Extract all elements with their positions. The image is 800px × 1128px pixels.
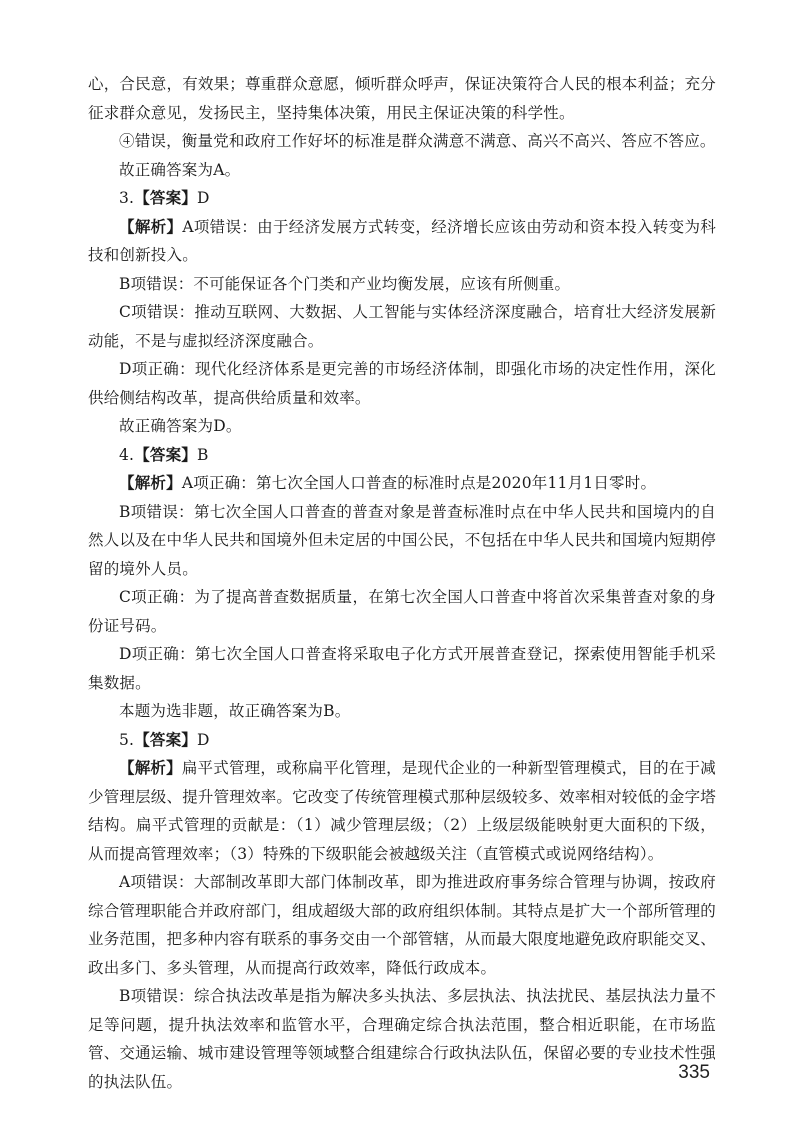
paragraph: ④错误，衡量党和政府工作好坏的标准是群众满意不满意、高兴不高兴、答应不答应。 bbox=[119, 132, 716, 150]
paragraph: 【解析】A项错误：由于经济发展方式转变，经济增长应该由劳动和资本投入转变为科技和创新投入。 bbox=[88, 217, 716, 264]
answer-tag: 【答案】 bbox=[134, 189, 198, 207]
paragraph: D项正确：现代化经济体系是更完善的市场经济体制，即强化市场的决定性作用，深化供给侧结构改革，提高供给质量和效率。 bbox=[88, 360, 716, 407]
answer-tag: 【答案】 bbox=[134, 445, 198, 464]
analysis-tag: 【解析】 bbox=[119, 474, 182, 492]
answer-value: D bbox=[197, 730, 210, 749]
answer-value: B bbox=[197, 445, 209, 464]
page-number: 335 bbox=[678, 1062, 710, 1083]
analysis-tag: 【解析】 bbox=[119, 759, 182, 777]
paragraph: C项正确：为了提高普查数据质量，在第七次全国人口普查中将首次采集普查对象的身份证号码。 bbox=[88, 588, 716, 635]
paragraph: B项错误：不可能保证各个门类和产业均衡发展，应该有所侧重。 bbox=[119, 274, 571, 293]
answer-heading bbox=[88, 441, 716, 470]
paragraph: 故正确答案为A。 bbox=[119, 160, 241, 179]
answer-value: D bbox=[197, 189, 210, 207]
answer-heading bbox=[88, 184, 716, 213]
question-number: 5. bbox=[119, 730, 135, 749]
paragraph: B项错误：综合执法改革是指为解决多头执法、多层执法、执法扰民、基层执法力量不足等问题，提升执法效率和监管水平，合理确定综合执法范围，整合相近职能，在市场监管、交通运输、城市建设管理等领域整合组建综合行政执法队伍，保留必要的专业技术性强的执法队伍。 bbox=[88, 987, 717, 1091]
paragraph: A项错误：大部制改革即大部门体制改革，即为推进政府事务综合管理与协调，按政府综合管理职能合并政府部门，组成超级大部的政府组织体制。其特点是扩大一个部所管理的业务范围，把多种内容有联系的事务交由一个部管辖，从而最大限度地避免政府职能交叉、政出多门、多头管理，从而提高行政效率，降低行政成本。 bbox=[88, 873, 717, 977]
body-text bbox=[88, 70, 716, 1096]
question-number: 3. bbox=[119, 189, 135, 207]
paragraph: 【解析】A项正确：第七次全国人口普查的标准时点是2020年11月1日零时。 bbox=[119, 474, 657, 492]
paragraph: 心，合民意，有效果；尊重群众意愿，倾听群众呼声，保证决策符合人民的根本利益；充分征求群众意见，发扬民主，坚持集体决策，用民主保证决策的科学性。 bbox=[88, 75, 717, 122]
question-number: 4. bbox=[119, 445, 135, 464]
paragraph: D项正确：第七次全国人口普查将采取电子化方式开展普查登记，探索使用智能手机采集数据。 bbox=[88, 645, 716, 692]
paragraph: B项错误：第七次全国人口普查的普查对象是普查标准时点在中华人民共和国境内的自然人以及在中华人民共和国境外但未定居的中国公民，不包括在中华人民共和国境内短期停留的境外人员。 bbox=[88, 502, 717, 578]
paragraph: 本题为选非题，故正确答案为B。 bbox=[119, 702, 351, 720]
paragraph: C项错误：推动互联网、大数据、人工智能与实体经济深度融合，培育壮大经济发展新动能，不是与虚拟经济深度融合。 bbox=[88, 303, 716, 350]
answer-heading bbox=[88, 726, 716, 755]
analysis-tag: 【解析】 bbox=[119, 217, 183, 236]
paragraph: 【解析】扁平式管理，或称扁平化管理，是现代企业的一种新型管理模式，目的在于减少管理层级、提升管理效率。它改变了传统管理模式那种层级较多、效率相对较低的金字塔结构。扁平式管理的贡献是：（1）减少管理层级；（2）上级层级能映射更大面积的下级，从而提高管理效率；（3）特殊的下级职能会被越级关注（直管模式或说网络结构）。 bbox=[88, 759, 717, 863]
answer-tag: 【答案】 bbox=[134, 730, 198, 749]
paragraph: 故正确答案为D。 bbox=[119, 417, 242, 435]
